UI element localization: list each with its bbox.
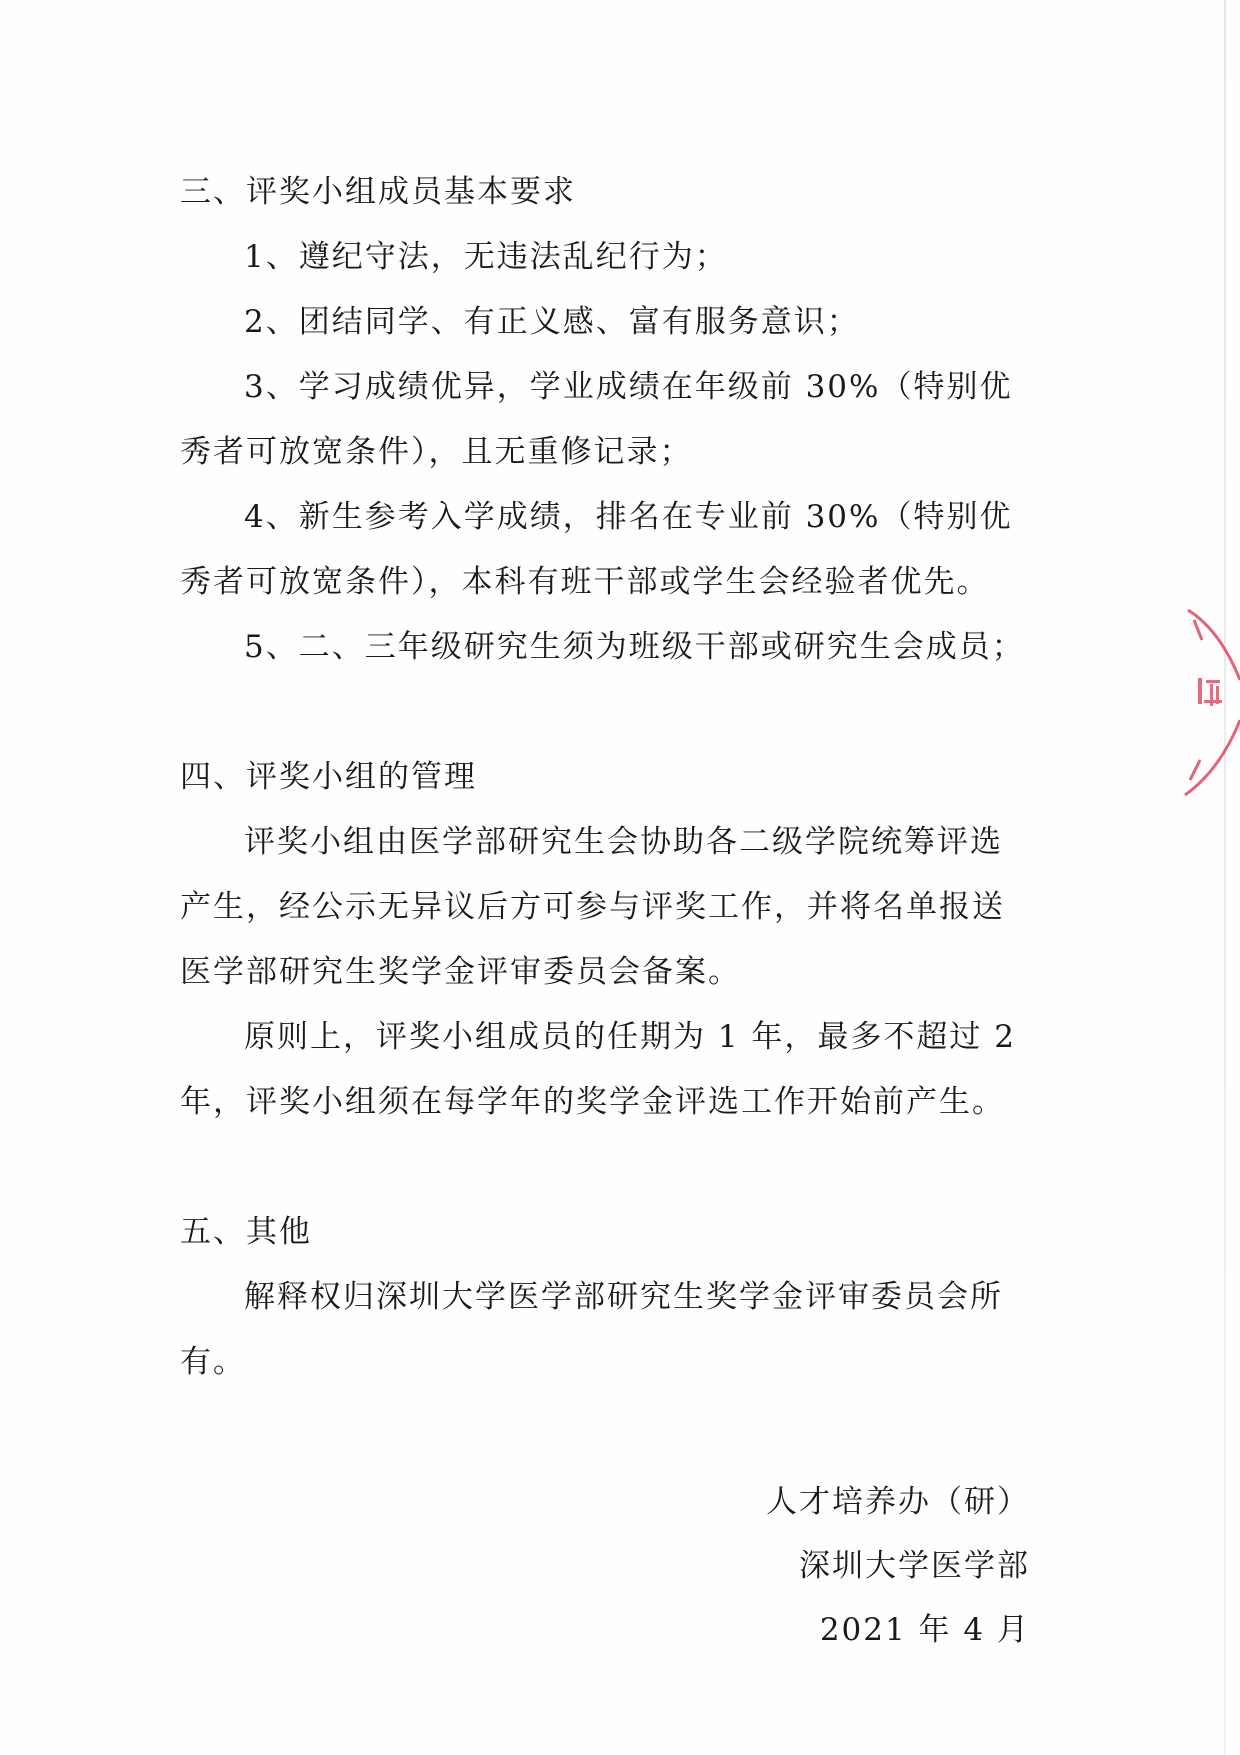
- requirement-item: 1、遵纪守法，无违法乱纪行为；: [244, 239, 728, 275]
- signature-date: 2021 年 4 月: [819, 1612, 1030, 1648]
- body-paragraph: 原则上，评奖小组成员的任期为 1 年，最多不超过 2 年，评奖小组须在每学年的奖学金评选工作开始前产生。: [180, 1019, 1017, 1120]
- section-heading: 五、其他: [180, 1214, 312, 1250]
- signature-org: 深圳大学医学部: [799, 1548, 1030, 1584]
- body-paragraph: 解释权归深圳大学医学部研究生奖学金评审委员会所有。: [180, 1279, 1003, 1380]
- section-requirements: [180, 160, 1030, 680]
- section-management: [180, 745, 1030, 1135]
- body-paragraph: 评奖小组由医学部研究生会协助各二级学院统筹评选产生，经公示无异议后方可参与评奖工作，并将名单报送医学部研究生奖学金评审委员会备案。: [180, 824, 1005, 990]
- requirement-item: 3、学习成绩优异，学业成绩在年级前 30%（特别优秀者可放宽条件），且无重修记录；: [180, 369, 1013, 470]
- section-gap: [180, 1135, 1030, 1200]
- seal-stamp-icon: [1180, 600, 1240, 800]
- section-heading: 四、评奖小组的管理: [180, 759, 477, 795]
- signature-block: [766, 1470, 1030, 1662]
- scan-edge-shadow: [1224, 0, 1226, 1755]
- document-body: [180, 160, 1030, 1395]
- section-gap: [180, 680, 1030, 745]
- requirement-item: 2、团结同学、有正义感、富有服务意识；: [244, 304, 860, 340]
- requirement-item: 4、新生参考入学成绩，排名在专业前 30%（特别优秀者可放宽条件），本科有班干部或学生会经验者优先。: [180, 499, 1013, 600]
- official-seal-fragment-icon: [1180, 600, 1240, 800]
- requirement-item: 5、二、三年级研究生须为班级干部或研究生会成员；: [244, 629, 1025, 665]
- section-heading: 三、评奖小组成员基本要求: [180, 174, 576, 210]
- section-other: [180, 1200, 1030, 1395]
- signature-office: 人才培养办（研）: [766, 1484, 1030, 1520]
